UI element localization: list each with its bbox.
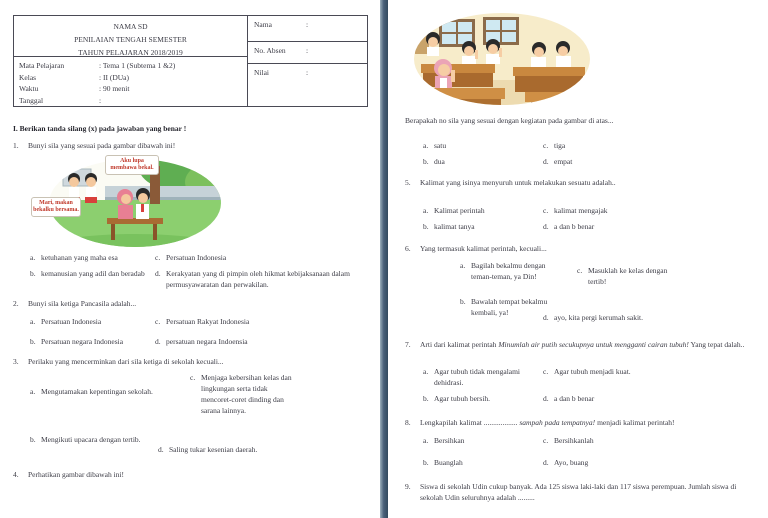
answer-option <box>543 457 754 468</box>
field-label: Nilai <box>254 68 269 77</box>
question-text-prefix: Arti dari kalimat perintah <box>420 340 497 349</box>
question-number: 2. <box>13 299 19 308</box>
question-text: Berapakah no sila yang sesuai dengan kegiatan pada gambar di atas... <box>405 116 614 125</box>
cell-nilai <box>248 64 367 106</box>
question-5 <box>405 177 754 188</box>
page-divider <box>380 0 388 518</box>
question-number: 9. <box>405 482 411 491</box>
option-text: kemanusian yang adil dan beradab <box>41 269 145 278</box>
header-fields <box>14 57 247 106</box>
option-letter: b. <box>423 157 429 166</box>
option-letter: a. <box>460 261 466 270</box>
question-text: Kalimat yang isinya menyuruh untuk melakukan sesuatu adalah.. <box>420 178 616 187</box>
answer-option <box>543 140 754 151</box>
answer-option <box>423 140 543 151</box>
option-letter: a. <box>423 436 429 445</box>
question-6 <box>405 243 754 254</box>
option-letter: c. <box>577 266 583 275</box>
option-text: tiga <box>554 141 566 150</box>
question-8 <box>405 417 754 428</box>
question-number: 3. <box>13 357 19 366</box>
option-letter: d. <box>543 222 549 231</box>
option-text: dua <box>434 157 445 166</box>
page-left <box>0 0 380 518</box>
question-text <box>420 417 754 428</box>
field-colon: : <box>306 46 309 55</box>
question-7 <box>405 339 754 350</box>
question-number: 8. <box>405 418 411 427</box>
option-text: Persatuan Rakyat Indonesia <box>166 317 250 326</box>
option-text: Buanglah <box>434 458 463 467</box>
option-text: Ayo, buang <box>554 458 589 467</box>
option-text: Persatuan Indonesia <box>41 317 102 326</box>
option-letter: b. <box>460 297 466 306</box>
option-text: Kalimat perintah <box>434 206 485 215</box>
field-label: Waktu <box>19 84 39 93</box>
answer-option <box>423 435 543 446</box>
option-text: ayo, kita pergi kerumah sakit. <box>554 313 644 322</box>
question-text: Siswa di sekolah Udin cukup banyak. Ada 125 siswa laki-laki dan 117 siswa perempuan. Jumlah siswa di sekolah Udin seluruhnya adalah ......... <box>420 482 737 502</box>
option-text: Saling tukar kesenian daerah. <box>169 445 258 454</box>
question-8-options <box>405 435 754 468</box>
option-text: Mengikuti upacara dengan tertib. <box>41 435 141 444</box>
option-letter: b. <box>30 269 36 278</box>
option-text: Kerakyatan yang di pimpin oleh hikmat kebijaksanaan dalam permusyawaratan dan perwakilan. <box>166 269 350 289</box>
year-line: TAHUN PELAJARAN 2018/2019 <box>78 48 183 57</box>
answer-option <box>423 457 543 468</box>
option-letter: c. <box>155 253 161 262</box>
answer-option <box>30 336 155 347</box>
speech-bubble-top: Aku lupa membawa bekal. <box>105 155 159 175</box>
answer-option <box>423 205 543 216</box>
question-6-options <box>405 260 754 323</box>
header-title-block <box>14 16 247 57</box>
school-name: NAMA SD <box>113 22 148 31</box>
field-tanggal <box>19 95 242 107</box>
answer-option <box>543 393 754 404</box>
field-kelas <box>19 72 242 84</box>
option-letter: d. <box>158 445 164 454</box>
option-text: Persatuan negara Indonesia <box>41 337 124 346</box>
answer-option <box>155 268 368 290</box>
cell-nama <box>248 16 367 42</box>
option-letter: d. <box>543 394 549 403</box>
field-value: : Tema 1 (Subtema 1 &2) <box>99 61 176 70</box>
header-right-column <box>248 16 367 106</box>
field-colon: : <box>306 20 309 29</box>
option-text: Agar tubuh bersih. <box>434 394 491 403</box>
speech-bubble-left: Mari, makan bekalku bersama. <box>31 197 81 217</box>
option-text: Menjaga kebersihan kelas dan lingkungan serta tidak mencoret-coret dinding dan sarana lainnya. <box>201 373 292 415</box>
option-text: empat <box>554 157 573 166</box>
option-letter: a. <box>30 317 36 326</box>
answer-option <box>423 393 543 404</box>
header-table <box>13 15 368 107</box>
answer-option <box>30 268 155 290</box>
question-text: Perilaku yang mencerminkan dari sila ketiga di sekolah kecuali... <box>28 357 224 366</box>
answer-option <box>30 252 155 263</box>
answer-option <box>190 372 292 416</box>
field-value: : II (DUa) <box>99 72 129 82</box>
question-1 <box>13 140 368 151</box>
answer-option <box>158 444 298 455</box>
question-4-continued <box>405 115 754 126</box>
option-text: a dan b benar <box>554 394 595 403</box>
answer-option <box>30 386 158 416</box>
question-text-prefix: Lengkapilah kalimat .................. <box>420 418 518 427</box>
answer-option <box>543 221 754 232</box>
option-text: Bagilah bekalmu dengan teman-teman, ya Din! <box>471 261 546 281</box>
answer-option <box>155 252 368 263</box>
lunch-sharing-illustration <box>33 156 223 248</box>
classroom-drawing <box>413 12 591 107</box>
section-instruction: I. Berikan tanda silang (x) pada jawaban yang benar ! <box>13 124 187 133</box>
option-text: satu <box>434 141 447 150</box>
option-letter: c. <box>543 367 549 376</box>
option-letter: d. <box>543 157 549 166</box>
question-3-options <box>13 372 368 455</box>
cell-no-absen <box>248 42 367 64</box>
option-letter: b. <box>423 458 429 467</box>
option-letter: a. <box>30 253 36 262</box>
option-text: Bersihkanlah <box>554 436 594 445</box>
answer-option <box>460 260 560 287</box>
header-left-column <box>14 16 248 106</box>
question-2-options <box>13 316 368 347</box>
answer-option <box>577 265 685 287</box>
question-number: 4. <box>13 470 19 479</box>
field-label: Mata Pelajaran <box>19 61 65 70</box>
option-text: persatuan negara Indoensia <box>166 337 248 346</box>
question-text-suffix: menjadi kalimat perintah! <box>597 418 675 427</box>
option-letter: c. <box>543 141 549 150</box>
option-text: Agar tubuh tidak mengalami dehidrasi. <box>434 367 521 387</box>
option-letter: a. <box>423 367 429 376</box>
option-letter: d. <box>543 313 549 322</box>
option-text: Persatuan Indonesia <box>166 253 227 262</box>
field-label: Tanggal <box>19 95 44 105</box>
option-letter: c. <box>155 317 161 326</box>
answer-option <box>423 366 543 388</box>
field-label: Kelas <box>19 72 37 82</box>
field-value: : <box>99 95 102 105</box>
question-7-options <box>405 366 754 404</box>
option-letter: d. <box>155 269 161 278</box>
answer-option <box>423 156 543 167</box>
exam-title: PENILAIAN TENGAH SEMESTER <box>74 35 187 44</box>
answer-option <box>543 205 754 216</box>
option-letter: a. <box>423 206 429 215</box>
answer-option <box>543 312 693 323</box>
question-number: 7. <box>405 340 411 349</box>
question-text: Perhatikan gambar dibawah ini! <box>28 470 125 479</box>
field-label: Nama <box>254 20 272 29</box>
option-text: Bersihkan <box>434 436 465 445</box>
option-text: Mengutamakan kepentingan sekolah. <box>41 387 153 396</box>
question-3 <box>13 356 368 367</box>
option-letter: d. <box>543 458 549 467</box>
answer-option <box>30 316 155 327</box>
option-letter: b. <box>423 394 429 403</box>
answer-option <box>423 221 543 232</box>
question-text-italic: Minumlah air putih secukupnya untuk mengganti cairan tubuh! <box>498 340 689 349</box>
option-letter: b. <box>30 435 36 444</box>
page-right <box>388 0 768 518</box>
option-letter: c. <box>543 436 549 445</box>
classroom-illustration <box>413 12 591 107</box>
answer-option <box>155 316 368 327</box>
option-letter: d. <box>155 337 161 346</box>
option-text: Bawalah tempat bekalmu kembali, ya! <box>471 297 548 317</box>
option-letter: c. <box>190 373 196 382</box>
answer-option <box>543 435 754 446</box>
question-2 <box>13 298 368 309</box>
question-4-options <box>405 140 754 167</box>
option-letter: b. <box>423 222 429 231</box>
question-text: Bunyi sila ketiga Pancasila adalah... <box>28 299 137 308</box>
question-5-options <box>405 205 754 232</box>
option-text: Masuklah ke kelas dengan tertib! <box>588 266 668 286</box>
question-9 <box>405 481 754 503</box>
option-letter: b. <box>30 337 36 346</box>
answer-option <box>155 336 368 347</box>
question-text-italic: sampah pada tempatnya! <box>519 418 596 427</box>
question-text <box>420 339 754 350</box>
option-text: a dan b benar <box>554 222 595 231</box>
option-text: Agar tubuh menjadi kuat. <box>554 367 631 376</box>
question-4 <box>13 469 368 480</box>
answer-option <box>543 156 754 167</box>
option-text: kalimat mengajak <box>554 206 608 215</box>
option-letter: c. <box>543 206 549 215</box>
field-waktu <box>19 83 242 95</box>
question-number: 5. <box>405 178 411 187</box>
question-text: Yang termasuk kalimat perintah, kecuali... <box>420 244 547 253</box>
question-text-suffix: Yang tepat dalah.. <box>690 340 745 349</box>
question-text: Bunyi sila yang sesuai pada gambar dibawah ini! <box>28 141 176 150</box>
field-colon: : <box>306 68 309 77</box>
question-number: 1. <box>13 141 19 150</box>
option-letter: a. <box>30 387 36 396</box>
field-label: No. Absen <box>254 46 286 55</box>
answer-option <box>543 366 754 388</box>
question-number: 6. <box>405 244 411 253</box>
field-mata-pelajaran <box>19 60 242 72</box>
option-letter: a. <box>423 141 429 150</box>
field-value: : 90 menit <box>99 84 130 93</box>
option-text: ketuhanan yang maha esa <box>41 253 118 262</box>
option-text: kalimat tanya <box>434 222 475 231</box>
question-1-options <box>13 252 368 290</box>
